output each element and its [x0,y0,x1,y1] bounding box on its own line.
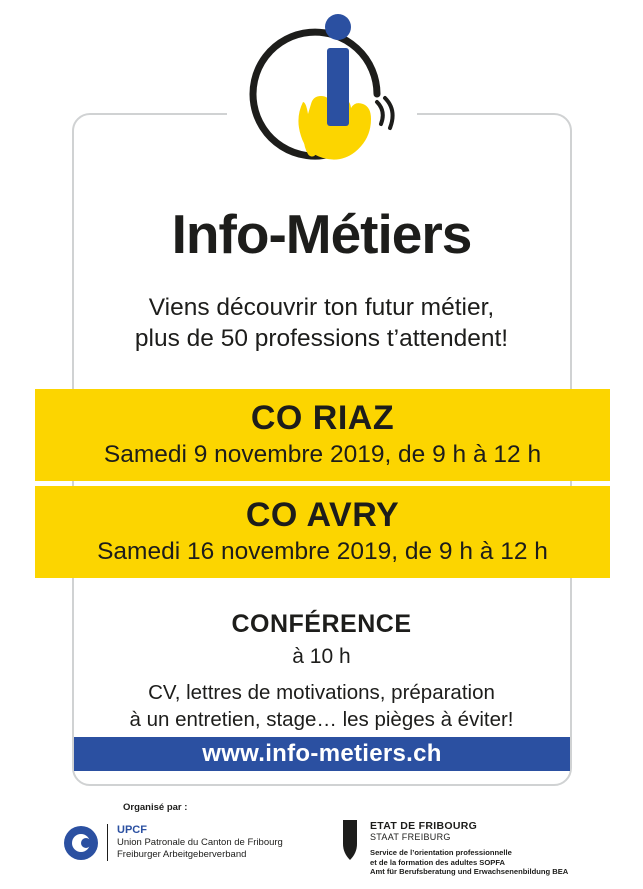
event-date-avry: Samedi 16 novembre 2019, de 9 h à 12 h [97,538,548,565]
upcf-logo [64,824,283,861]
state-line-1: ETAT DE FRIBOURG [370,820,478,832]
poster-title: Info-Métiers [171,203,472,265]
poster-subtitle [0,292,643,354]
upcf-line-de: Freiburger Arbeitgeberverband [117,849,247,860]
website-url-bar[interactable] [74,737,570,771]
event-date-riaz: Samedi 9 novembre 2019, de 9 h à 12 h [103,441,542,468]
upcf-mark-icon [64,826,98,860]
conference-time: à 10 h [292,645,351,668]
poster-subtitle-line-1: Viens découvrir ton futur métier, [148,294,495,321]
event-name-riaz: CO RIAZ [250,399,395,437]
state-line-5: Amt für Berufsberatung und Erwachsenenbildung BEA [370,867,569,877]
event-band-avry [35,486,610,578]
organised-by-label: Organisé par : [123,802,188,813]
upcf-abbr: UPCF [117,824,147,836]
state-line-3: Service de l’orientation professionnelle [370,848,512,857]
event-name-avry: CO AVRY [245,496,400,534]
state-line-2: STAAT FREIBURG [370,832,451,842]
event-band-riaz [35,389,610,481]
conference-description [0,679,643,733]
state-of-fribourg-logo [340,818,568,877]
poster-subtitle-line-2: plus de 50 professions t’attendent! [134,325,509,352]
website-url-text: www.info-metiers.ch [202,740,442,767]
info-metiers-logo [227,6,417,186]
conference-description-line-1: CV, lettres de motivations, préparation [148,681,495,704]
conference-title: CONFÉRENCE [231,610,412,638]
upcf-line-fr: Union Patronale du Canton de Fribourg [117,837,283,848]
state-text-block [370,818,568,877]
conference-block [0,610,643,733]
upcf-text-block [107,824,283,861]
state-line-4: et de la formation des adultes SOPFA [370,857,506,867]
poster-footer [0,798,643,878]
conference-description-line-2: à un entretien, stage… les pièges à éviter! [129,708,514,731]
fribourg-coat-icon [340,818,360,862]
